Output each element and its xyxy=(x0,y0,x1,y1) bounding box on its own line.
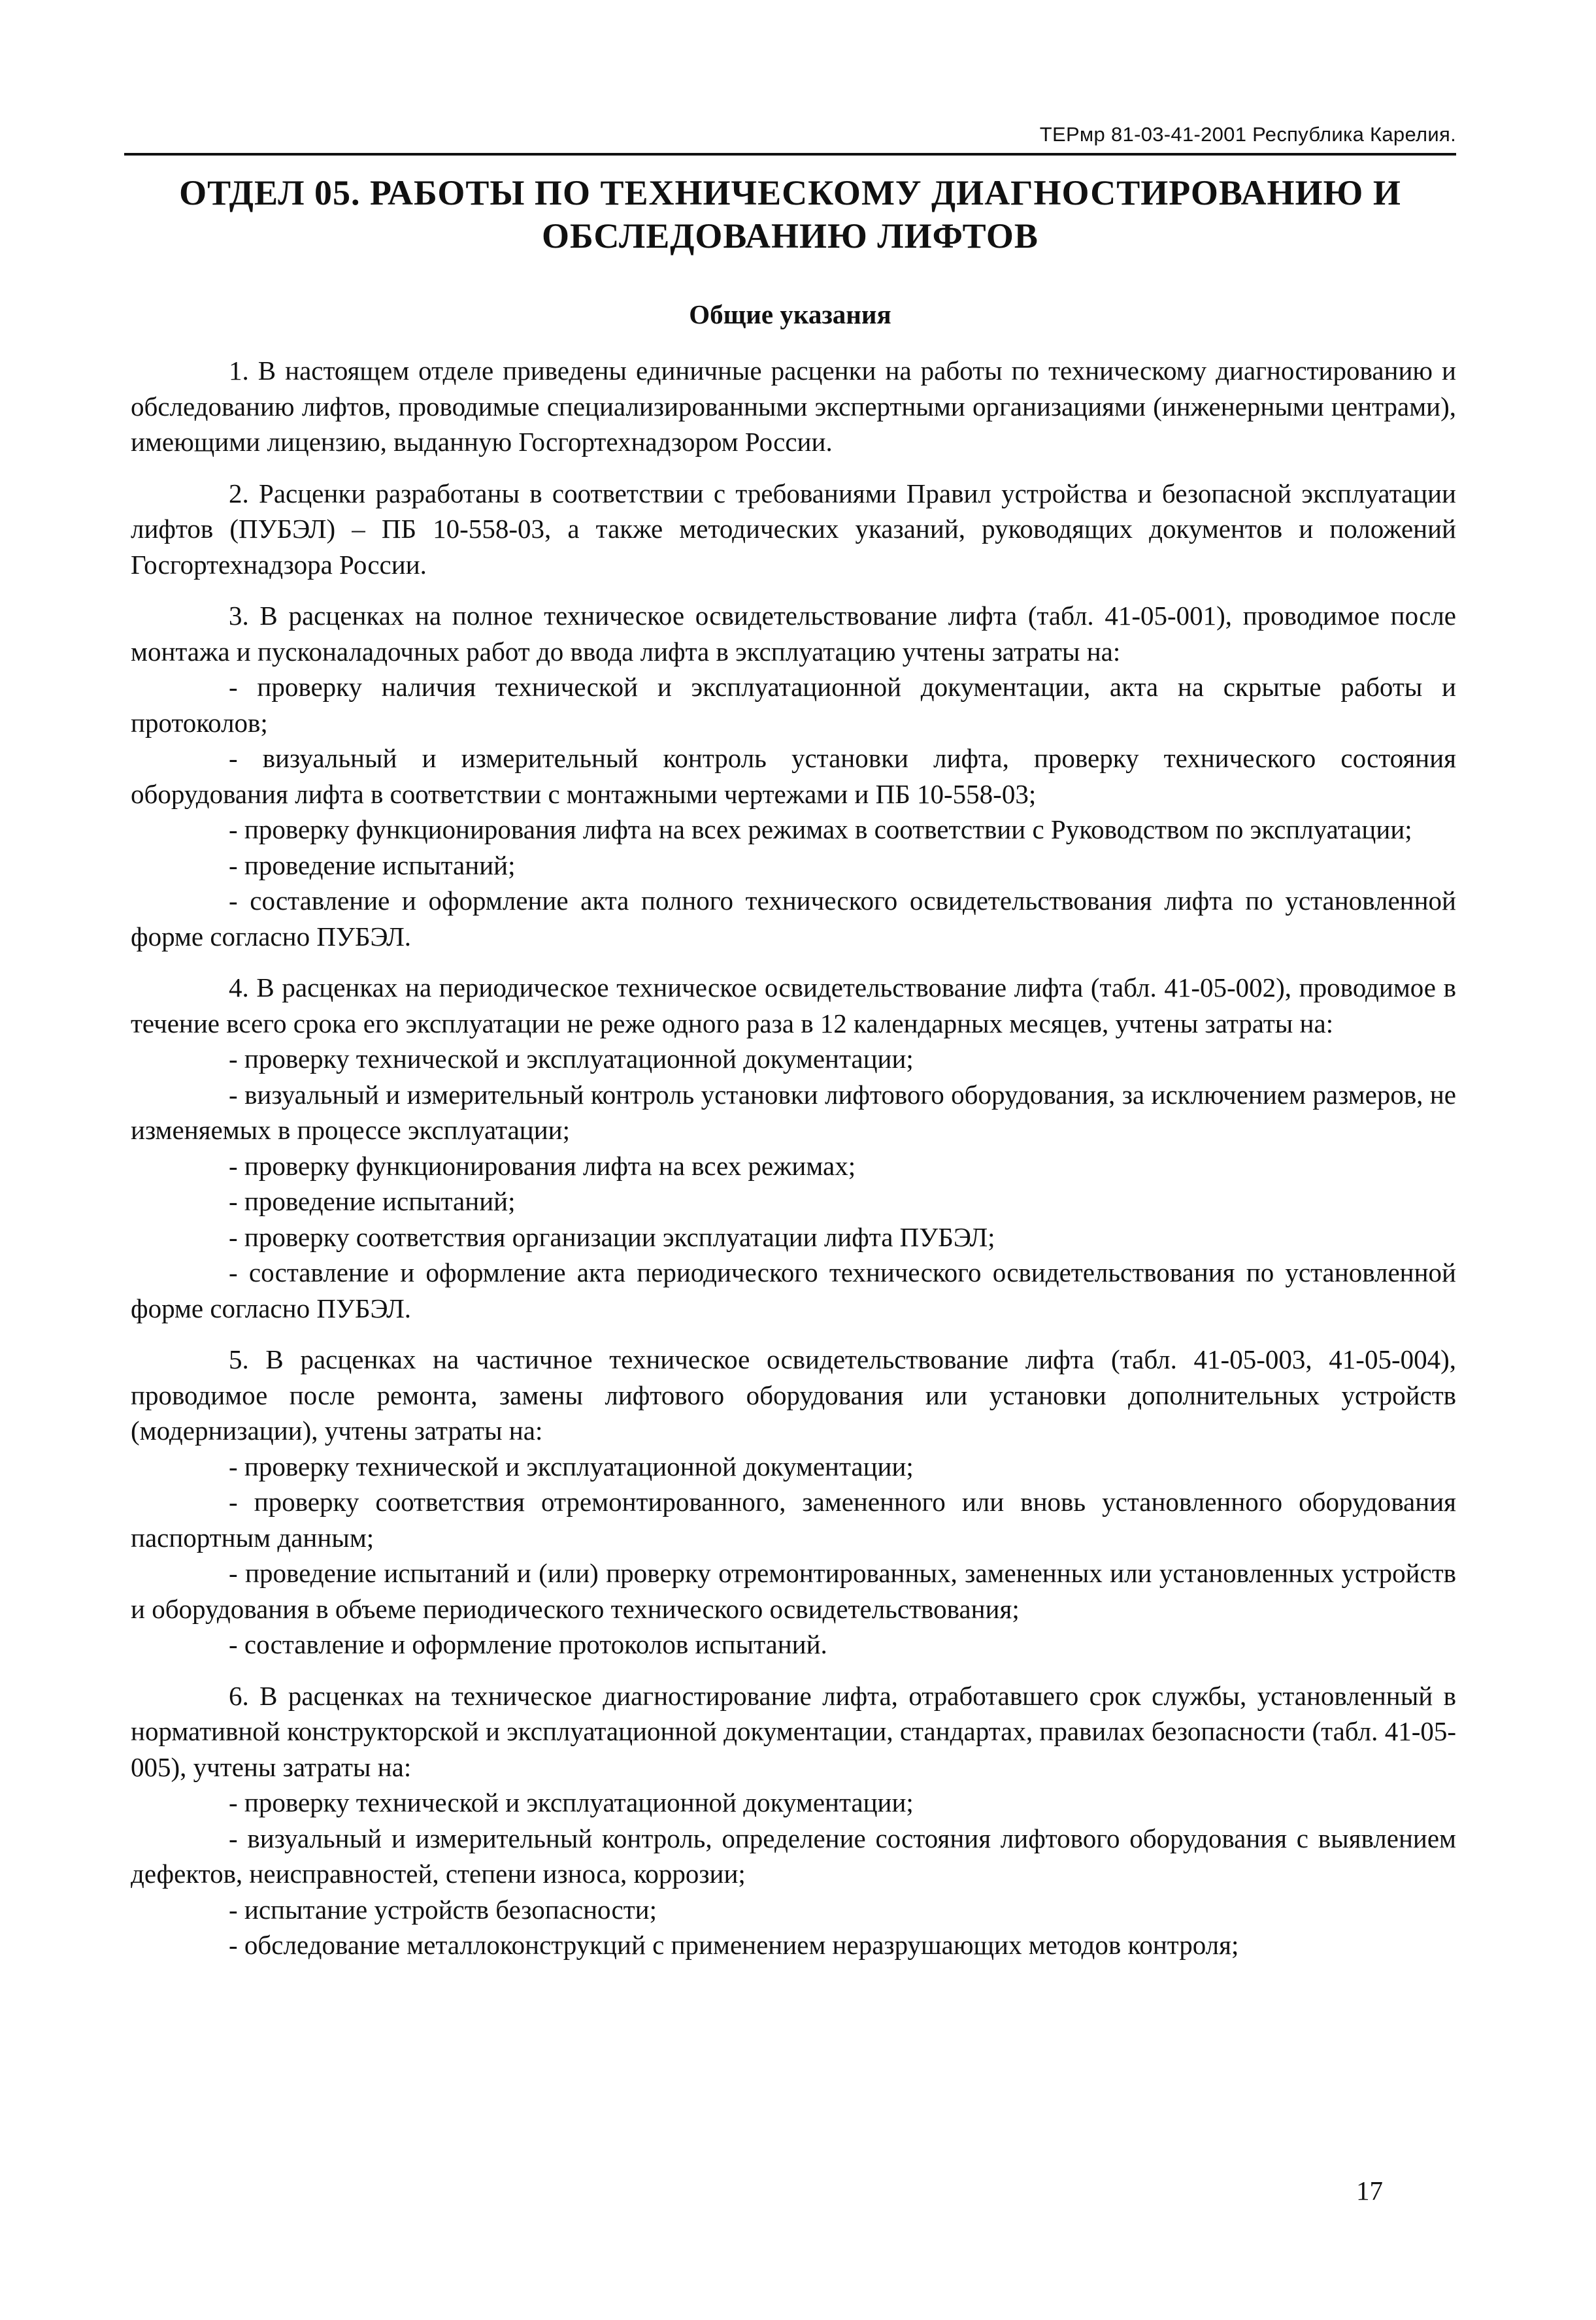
list-item: - составление и оформление акта периодического технического освидетельствования по установленной форме согласно ПУБЭЛ. xyxy=(131,1257,1456,1323)
list-item: - визуальный и измерительный контроль установки лифтового оборудования, за исключением размеров, не изменяемых в процессе эксплуатации; xyxy=(131,1079,1456,1145)
list-item: - проверку технической и эксплуатационной документации; xyxy=(229,1787,914,1817)
list-item: - проведение испытаний; xyxy=(229,850,516,880)
paragraph-4: 4. В расценках на периодическое техническое освидетельствование лифта (табл. 41-05-002), проводимое в течение всего срока его эксплуатации не реже одного раза в 12 календарных месяцев, учтены затраты на: xyxy=(131,972,1456,1038)
list-item: - проверку функционирования лифта на всех режимах; xyxy=(229,1150,856,1181)
list-item: - проведение испытаний и (или) проверку отремонтированных, замененных или установленных устройств и оборудования в объеме периодического технического освидетельствования; xyxy=(131,1558,1456,1624)
document-body xyxy=(131,353,1456,1963)
paragraph-2: 2. Расценки разработаны в соответствии с требованиями Правил устройства и безопасной эксплуатации лифтов (ПУБЭЛ) – ПБ 10-558-03, а также методических указаний, руководящих документов и положений Госгортехнадзора России. xyxy=(131,478,1456,580)
list-item: - проверку соответствия организации эксплуатации лифта ПУБЭЛ; xyxy=(229,1221,995,1252)
list-item: - проверку технической и эксплуатационной документации; xyxy=(229,1044,914,1074)
page-header xyxy=(124,116,1456,156)
paragraph-1: 1. В настоящем отделе приведены единичные расценки на работы по техническому диагностированию и обследованию лифтов, проводимые специализированными экспертными организациями (инженерными центрами), имеющими лицензию, выданную Госгортехнадзором России. xyxy=(131,356,1456,457)
paragraph-5: 5. В расценках на частичное техническое освидетельствование лифта (табл. 41-05-003, 41-05-004), проводимое после ремонта, замены лифтового оборудования или установки дополнительных устройств (модернизации), учтены затраты на: xyxy=(131,1344,1456,1446)
list-item: - визуальный и измерительный контроль, определение состояния лифтового оборудования с выявлением дефектов, неисправностей, степени износа, коррозии; xyxy=(131,1823,1456,1889)
list-item: - визуальный и измерительный контроль установки лифта, проверку технического состояния оборудования лифта в соответствии с монтажными чертежами и ПБ 10-558-03; xyxy=(131,743,1456,809)
document-code: ТЕРмр 81-03-41-2001 Республика Карелия. xyxy=(1039,123,1456,146)
subsection-heading: Общие указания xyxy=(689,299,891,329)
list-item: - проверку соответствия отремонтированного, замененного или вновь установленного оборудования паспортным данным; xyxy=(131,1487,1456,1553)
list-item: - проверку технической и эксплуатационной документации; xyxy=(229,1451,914,1482)
list-item: - проверку наличия технической и эксплуатационной документации, акта на скрытые работы и протоколов; xyxy=(131,672,1456,738)
section-title-line-2: ОБСЛЕДОВАНИЮ ЛИФТОВ xyxy=(542,216,1039,256)
list-item: - проверку функционирования лифта на всех режимах в соответствии с Руководством по эксплуатации; xyxy=(229,814,1412,844)
list-item: - проведение испытаний; xyxy=(229,1186,516,1216)
section-title xyxy=(124,171,1456,257)
paragraph-6: 6. В расценках на техническое диагностирование лифта, отработавшего срок службы, установленный в нормативной конструкторской и эксплуатационной документации, стандартах, правилах безопасности (табл. 41-05-005), учтены затраты на: xyxy=(131,1680,1456,1782)
section-title-line-1: ОТДЕЛ 05. РАБОТЫ ПО ТЕХНИЧЕСКОМУ ДИАГНОСТИРОВАНИЮ И xyxy=(179,173,1401,212)
list-item: - обследование металлоконструкций с применением неразрушающих методов контроля; xyxy=(229,1930,1239,1960)
page-number: 17 xyxy=(1356,2176,1383,2206)
list-item: - составление и оформление акта полного технического освидетельствования лифта по установленной форме согласно ПУБЭЛ. xyxy=(131,886,1456,952)
list-item: - составление и оформление протоколов испытаний. xyxy=(229,1629,827,1659)
list-item: - испытание устройств безопасности; xyxy=(229,1894,657,1925)
paragraph-3: 3. В расценках на полное техническое освидетельствование лифта (табл. 41-05-001), проводимое после монтажа и пусконаладочных работ до ввода лифта в эксплуатацию учтены затраты на: xyxy=(131,601,1456,667)
